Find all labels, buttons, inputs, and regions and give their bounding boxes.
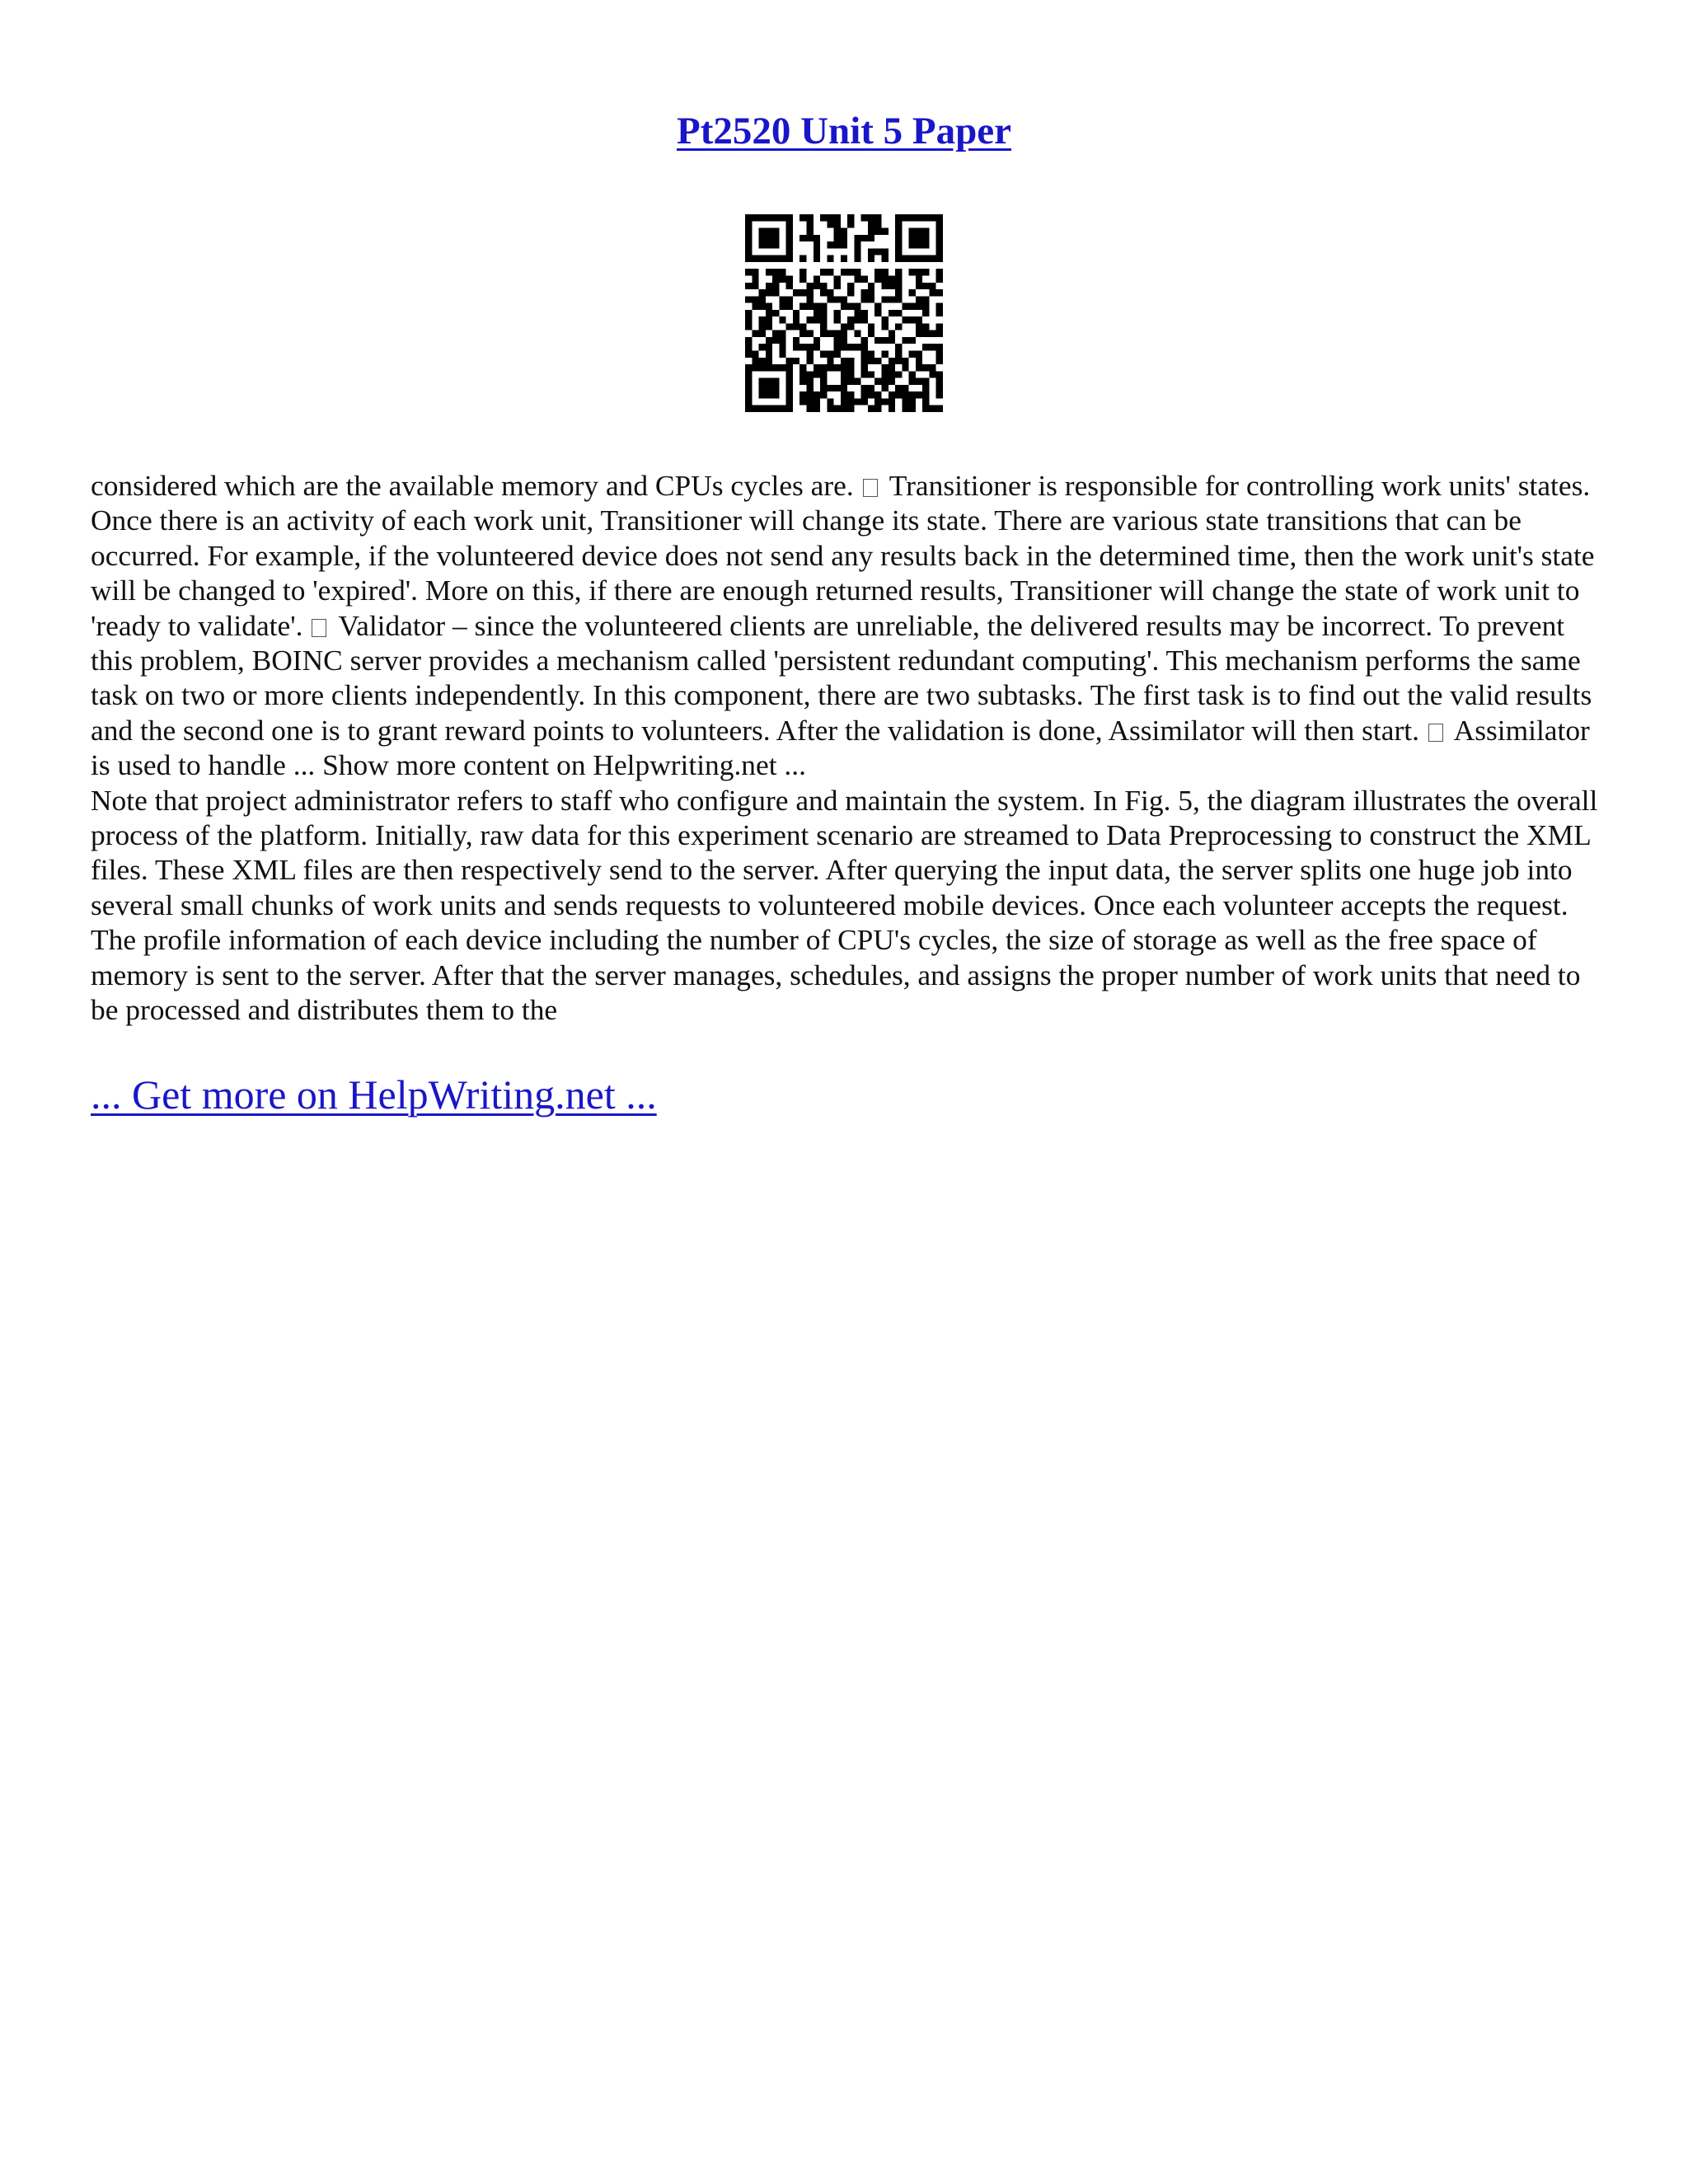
paragraph-1-part-b: Transitioner is responsible for controlling work units' states. Once there is an activity of each work unit, Transitioner will change its state. There are various state transitions that can be occurred. For example, if the volunteered device does not send any results back in the determined time, then the work unit's state will be changed to 'expired'. More on this, if there are enough returned results, Transitioner will change the state of work unit to 'ready to validate'. <box>91 469 1595 642</box>
title-link[interactable]: Pt2520 Unit 5 Paper <box>677 110 1011 152</box>
bullet-box-icon <box>1428 724 1443 742</box>
bullet-box-icon <box>863 479 878 497</box>
paragraph-2: Note that project administrator refers to staff who configure and maintain the system. In Fig. 5, the diagram illustrates the overall process of the platform. Initially, raw data for this experiment scenario are streamed to Data Preprocessing to construct the XML files. These XML files are then respectively send to the server. After querying the input data, the server splits one huge job into several small chunks of work units and sends requests to volunteered mobile devices. Once each volunteer accepts the request. The profile information of each device including the number of CPU's cycles, the size of storage as well as the free space of memory is sent to the server. After that the server manages, schedules, and assigns the proper number of work units that need to be processed and distributes them to the <box>91 783 1598 1027</box>
qr-code-icon <box>745 214 943 412</box>
document-title <box>0 105 1688 157</box>
get-more-link[interactable]: ... Get more on HelpWriting.net ... <box>91 1071 657 1118</box>
paragraph-1 <box>91 468 1601 783</box>
qr-code-graphic <box>745 214 943 412</box>
document-body <box>91 468 1601 1028</box>
bullet-box-icon <box>312 619 326 637</box>
paragraph-1-part-a: considered which are the available memory and CPUs cycles are. <box>91 469 861 502</box>
get-more-link-container <box>91 1068 657 1121</box>
paragraph-1-part-c: Validator – since the volunteered clients are unreliable, the delivered results may be incorrect. To prevent this problem, BOINC server provides a mechanism called 'persistent redundant computing'. This mechanism performs the same task on two or more clients independently. In this component, there are two subtasks. The first task is to find out the valid results and the second one is to grant reward points to volunteers. After the validation is done, Assimilator will then start. <box>91 608 1592 747</box>
paragraph-1-part-d: Assimilator is used to handle ... Show more content on Helpwriting.net ... <box>91 713 1590 782</box>
